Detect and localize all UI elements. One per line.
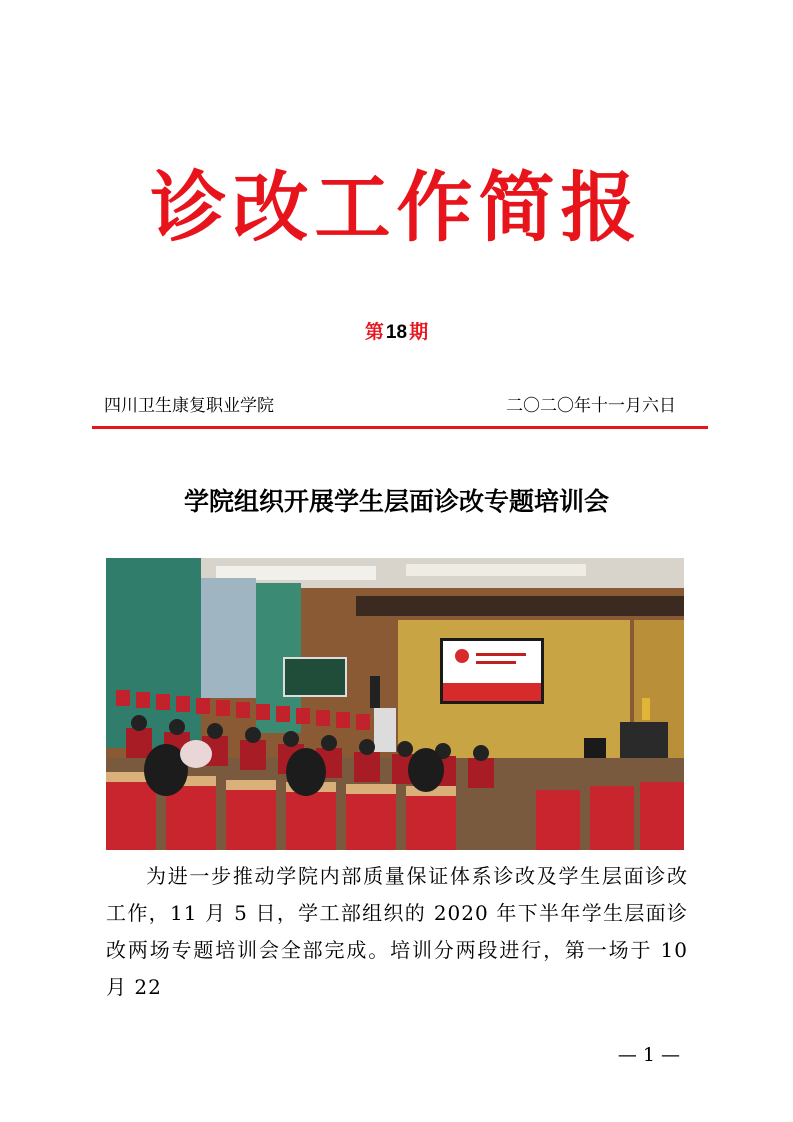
issue-suffix: 期 xyxy=(409,322,429,343)
organization-name: 四川卫生康复职业学院 xyxy=(104,396,274,416)
header-divider xyxy=(92,426,708,429)
publication-meta xyxy=(104,392,676,420)
publication-date: 二〇二〇年十一月六日 xyxy=(506,396,676,416)
issue-number xyxy=(0,318,793,348)
page-number: — 1 — xyxy=(617,1044,680,1066)
issue-number-value: 18 xyxy=(385,322,408,343)
article-body: 为进一步推动学院内部质量保证体系诊改及学生层面诊改工作，11 月 5 日，学工部组织的 2020 年下半年学生层面诊改两场专题培训会全部完成。培训分两段进行，第一场于 10 月 22 xyxy=(106,864,688,999)
issue-prefix: 第 xyxy=(364,322,384,343)
classroom-training-photo xyxy=(106,558,684,850)
masthead-title: 诊改工作简报 xyxy=(150,163,643,252)
article-headline: 学院组织开展学生层面诊改专题培训会 xyxy=(183,487,609,516)
